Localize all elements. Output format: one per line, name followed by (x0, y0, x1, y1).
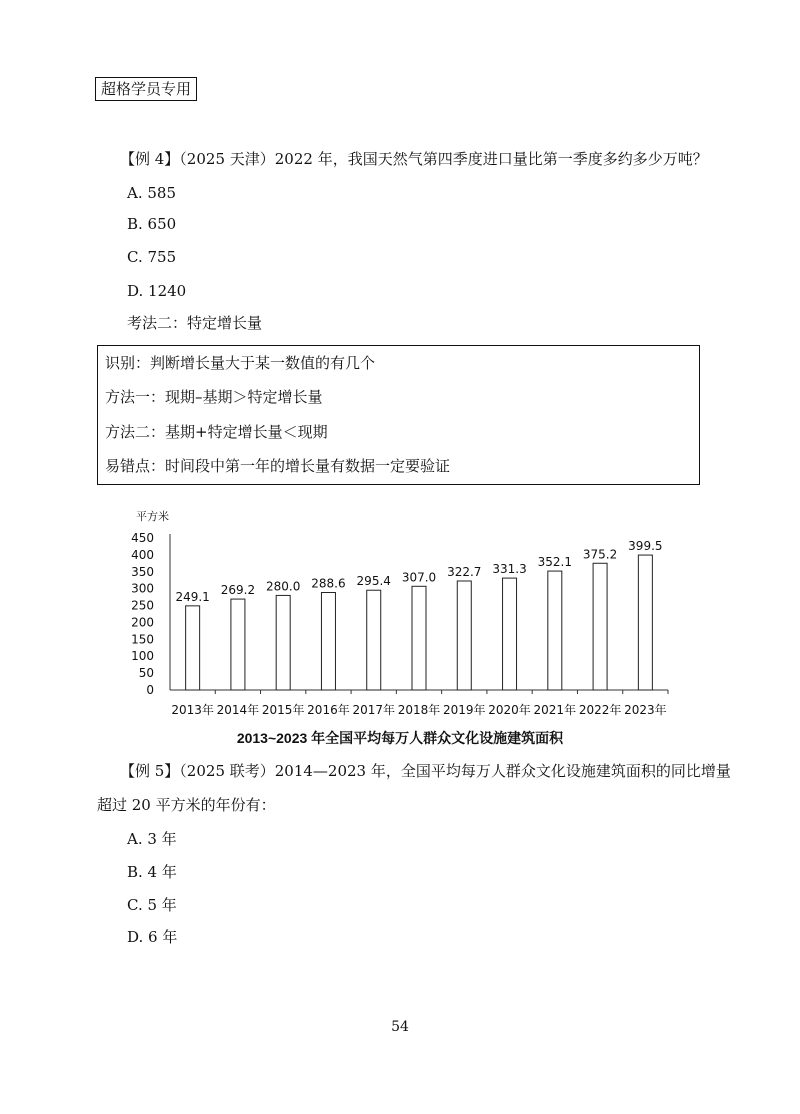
x-tick-label: 2020年 (488, 703, 531, 717)
bar-value-label: 295.4 (356, 574, 391, 589)
x-tick-label: 2019年 (442, 703, 486, 717)
bar-2017年 (367, 590, 381, 690)
bar-value-label: 249.1 (175, 589, 210, 604)
x-tick-label: 2018年 (397, 703, 441, 717)
bar-chart (120, 505, 680, 725)
x-tick-label: 2022年 (578, 703, 622, 717)
method-identify: 识别：判断增长量大于某一数值的有几个 (105, 354, 376, 372)
bar-2015年 (276, 595, 290, 690)
method-two: 方法二：基期+特定增长量＜现期 (105, 423, 328, 441)
y-tick-label: 250 (131, 598, 154, 613)
bar-value-label: 307.0 (401, 570, 437, 585)
chart-title: 2013~2023 年全国平均每万人群众文化设施建筑面积 (236, 730, 564, 746)
example4-option-b: B. 650 (127, 215, 177, 233)
bar-value-label: 352.1 (537, 555, 572, 570)
bar-2022年 (593, 563, 607, 690)
bar-value-label: 288.6 (311, 576, 346, 591)
y-tick-label: 400 (131, 547, 154, 562)
bar-value-label: 322.7 (447, 564, 482, 579)
method-one: 方法一：现期–基期＞特定增长量 (105, 388, 323, 406)
example5-question-line1: 【例 5】（2025 联考）2014—2023 年，全国平均每万人群众文化设施建筑面积的同比增量 (120, 762, 731, 780)
bar-value-label: 269.2 (220, 583, 256, 598)
x-tick-label: 2013年 (171, 703, 214, 717)
page-number: 54 (391, 1019, 409, 1035)
bar-2019年 (457, 581, 471, 690)
bar-2018年 (412, 586, 426, 690)
x-tick-label: 2014年 (216, 703, 260, 717)
y-tick-label: 200 (131, 615, 154, 630)
method-pitfall: 易错点：时间段中第一年的增长量有数据一定要验证 (105, 457, 451, 475)
y-tick-label: 50 (138, 666, 154, 681)
x-tick-label: 2016年 (307, 703, 350, 717)
example5-option-d: D. 6 年 (127, 928, 178, 946)
example5-option-c: C. 5 年 (127, 896, 177, 914)
bar-value-label: 331.3 (492, 562, 527, 577)
y-tick-label: 300 (131, 581, 154, 596)
bar-2016年 (321, 593, 335, 690)
bar-value-label: 375.2 (582, 547, 618, 562)
example4-option-d: D. 1240 (127, 282, 187, 300)
example5-question-line2: 超过 20 平方米的年份有： (97, 796, 276, 814)
method-box (97, 345, 700, 485)
bar-2021年 (548, 571, 562, 690)
bar-2013年 (186, 606, 200, 690)
x-tick-label: 2017年 (352, 703, 396, 717)
example4-question: 【例 4】（2025 天津）2022 年，我国天然气第四季度进口量比第一季度多约多少万吨？ (120, 150, 708, 168)
y-tick-label: 350 (131, 564, 154, 579)
example4-option-a: A. 585 (127, 184, 176, 202)
x-tick-label: 2015年 (261, 703, 305, 717)
x-tick-label: 2023年 (624, 703, 667, 717)
bar-2023年 (638, 555, 652, 690)
example5-option-b: B. 4 年 (127, 863, 177, 881)
y-tick-label: 0 (146, 683, 154, 697)
bar-2014年 (231, 599, 245, 690)
y-unit-label: 平方米 (136, 510, 169, 523)
watermark-stamp: 超格学员专用 (95, 77, 197, 101)
y-tick-label: 100 (131, 649, 154, 664)
bar-value-label: 399.5 (628, 539, 663, 554)
y-tick-label: 450 (131, 531, 154, 545)
bar-value-label: 280.0 (266, 579, 301, 594)
example5-option-a: A. 3 年 (127, 830, 177, 848)
bar-2020年 (503, 578, 517, 690)
example4-option-c: C. 755 (127, 248, 177, 266)
x-tick-label: 2021年 (533, 703, 577, 717)
method-heading: 考法二：特定增长量 (127, 314, 263, 332)
y-tick-label: 150 (131, 632, 154, 647)
